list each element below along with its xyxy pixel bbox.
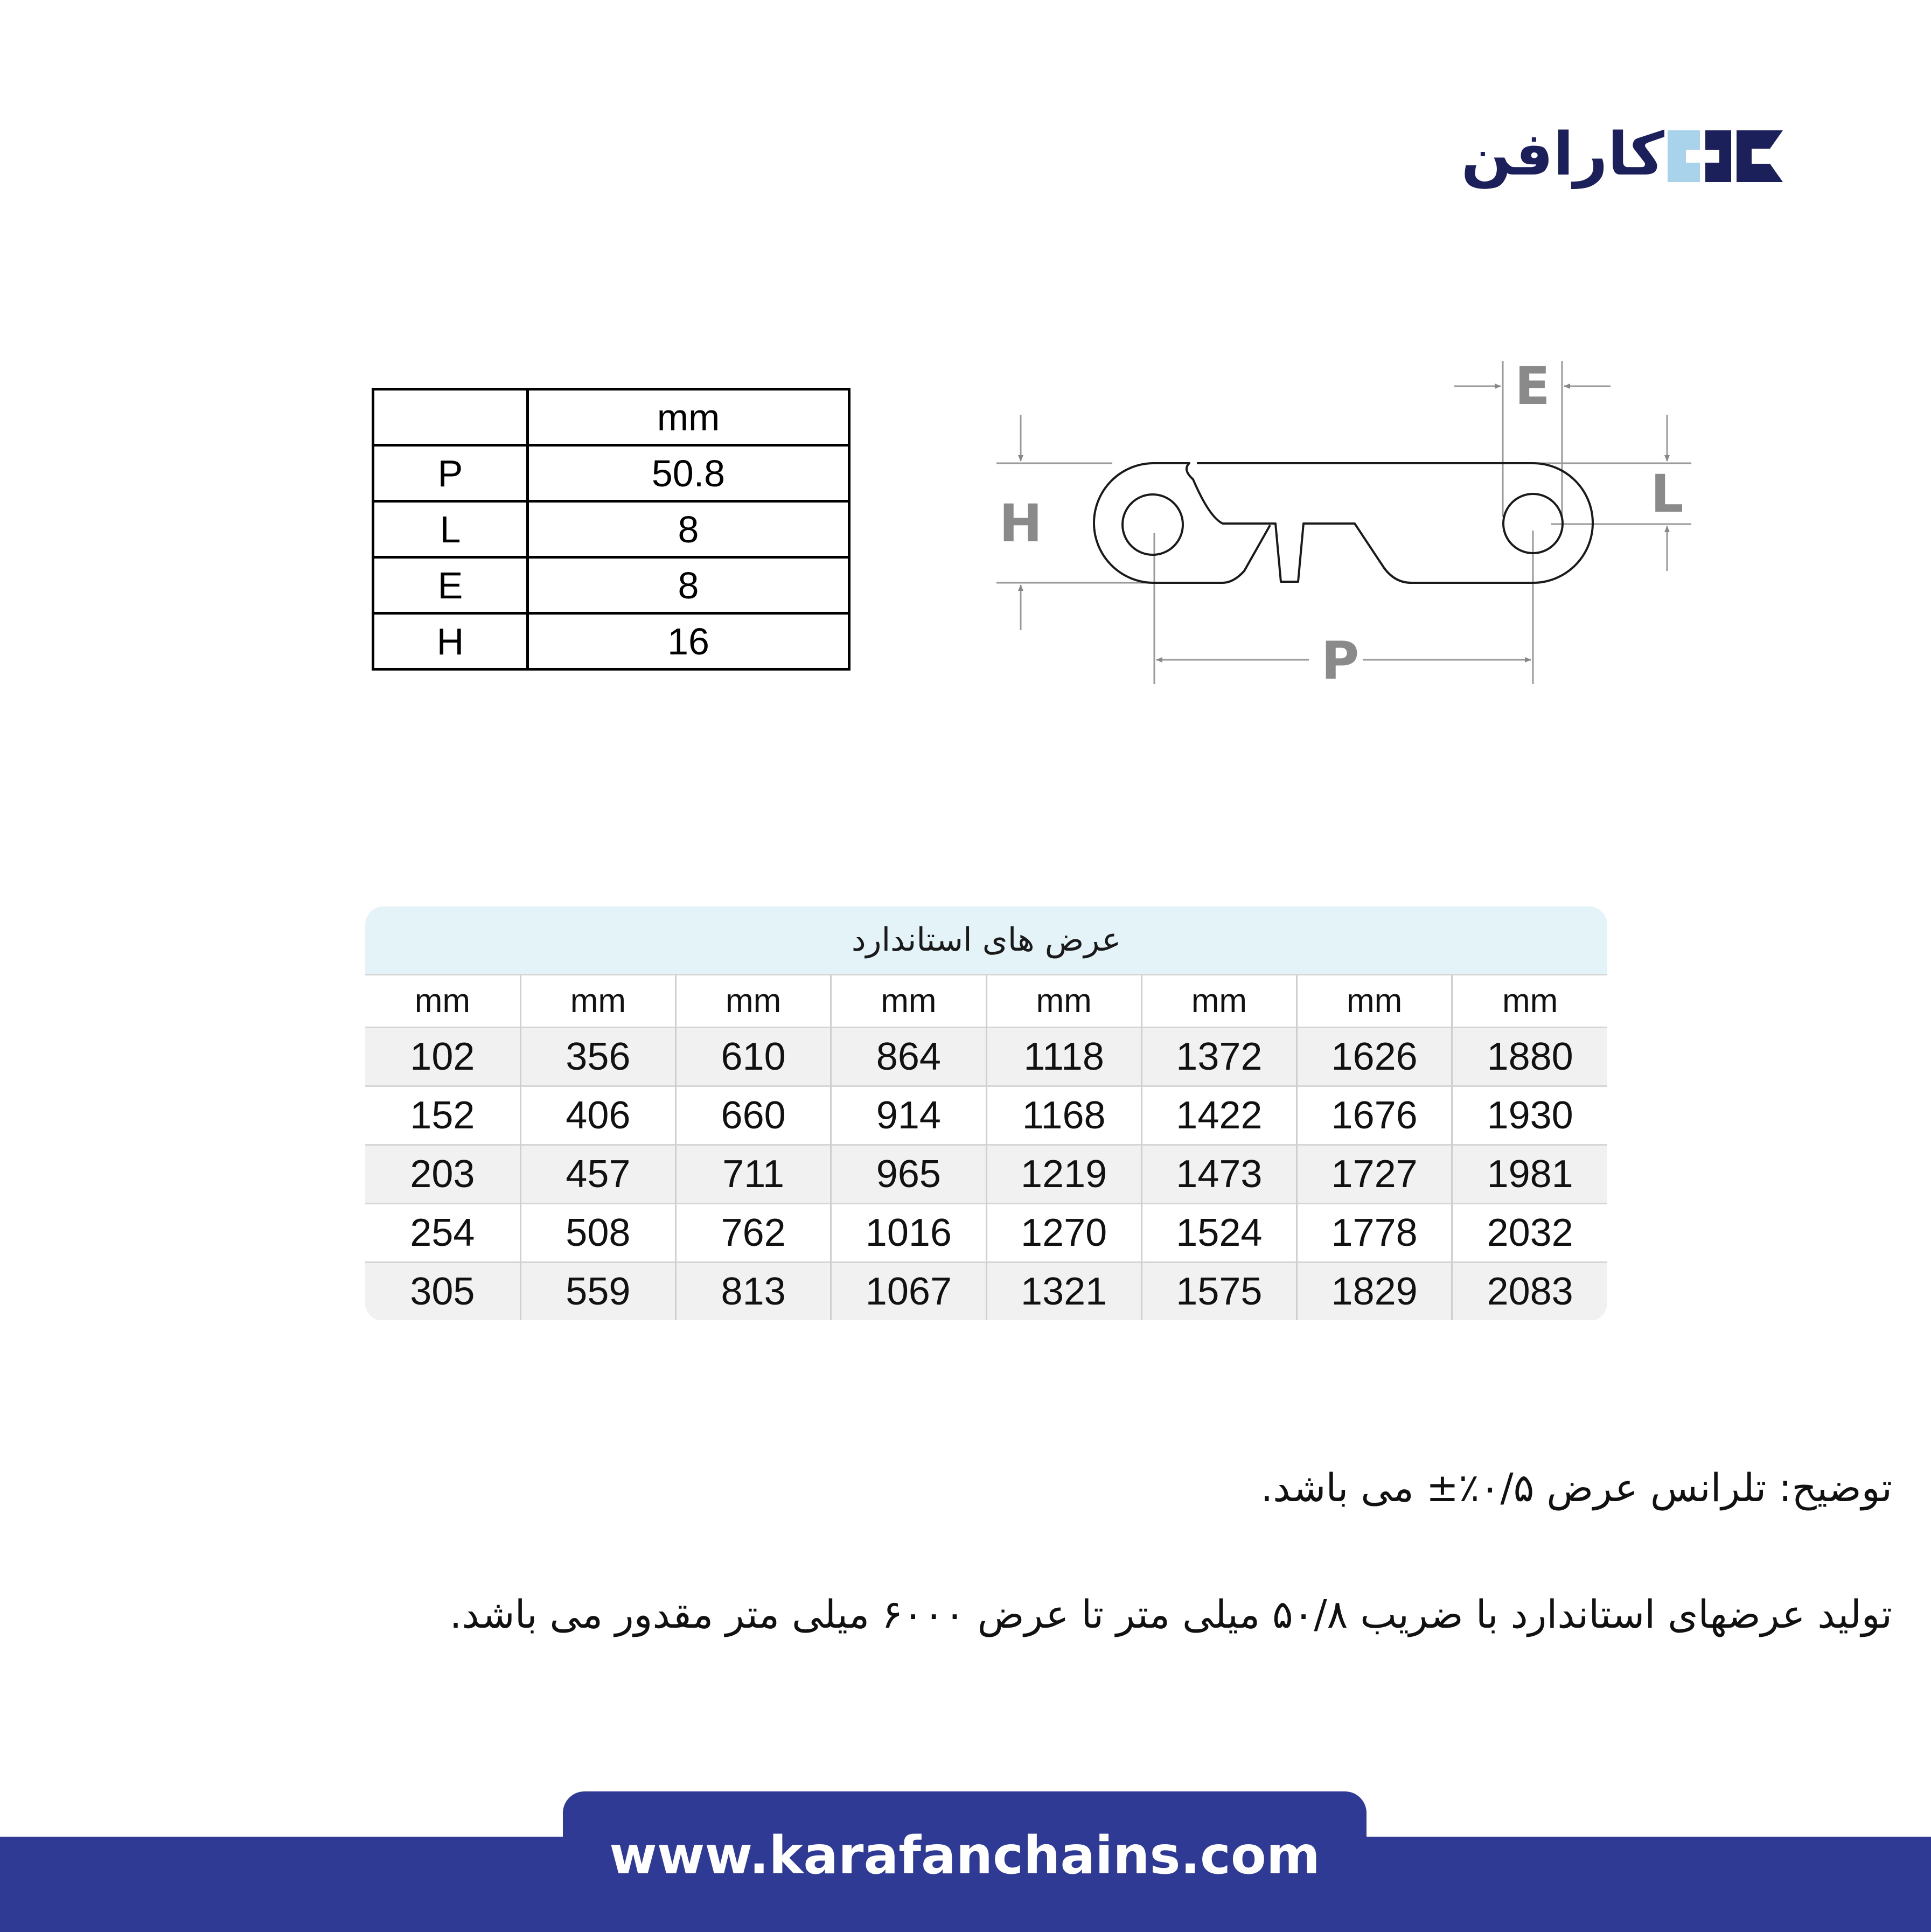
unit-cell: mm [365, 975, 520, 1028]
spec-row [373, 557, 849, 613]
brand-logo [1461, 120, 1783, 189]
dim-label-p: P [1321, 631, 1360, 691]
spec-table [372, 388, 851, 671]
width-cell: 1118 [986, 1028, 1141, 1086]
logo-mark-icon [1668, 130, 1783, 182]
width-cell: 1626 [1297, 1028, 1452, 1086]
width-cell: 457 [520, 1145, 675, 1204]
tolerance-note: توضیح: تلرانس عرض ۰/۵٪± می باشد. [1260, 1465, 1892, 1510]
width-cell: 1168 [986, 1086, 1141, 1145]
width-cell: 406 [520, 1086, 675, 1145]
spec-value: 8 [528, 501, 849, 557]
standard-widths-table [365, 906, 1607, 1321]
website-link[interactable]: www.karafanchains.com [609, 1825, 1320, 1886]
spec-param: P [373, 445, 528, 501]
width-cell: 305 [365, 1263, 520, 1321]
width-cell: 1524 [1141, 1204, 1296, 1263]
width-cell: 152 [365, 1086, 520, 1145]
width-cell: 102 [365, 1028, 520, 1086]
width-cell: 203 [365, 1145, 520, 1204]
width-cell: 508 [520, 1204, 675, 1263]
spec-param: E [373, 557, 528, 613]
chain-link-drawing [991, 350, 1707, 695]
spec-value: 50.8 [528, 445, 849, 501]
dim-label-h: H [999, 493, 1043, 554]
widths-grid [365, 974, 1607, 1320]
width-cell: 762 [676, 1204, 831, 1263]
logo-text: کارافن [1461, 120, 1664, 189]
spec-param: H [373, 613, 528, 669]
width-cell: 711 [676, 1145, 831, 1204]
width-cell: 1372 [1141, 1028, 1296, 1086]
width-cell: 864 [831, 1028, 986, 1086]
width-cell: 1930 [1452, 1086, 1607, 1145]
width-cell: 610 [676, 1028, 831, 1086]
unit-cell: mm [831, 975, 986, 1028]
table-row [365, 1145, 1607, 1204]
width-cell: 254 [365, 1204, 520, 1263]
width-cell: 914 [831, 1086, 986, 1145]
width-cell: 1981 [1452, 1145, 1607, 1204]
table-row [365, 1028, 1607, 1086]
unit-cell: mm [1297, 975, 1452, 1028]
width-cell: 1016 [831, 1204, 986, 1263]
width-cell: 356 [520, 1028, 675, 1086]
table-row [365, 1263, 1607, 1321]
unit-row [365, 975, 1607, 1028]
width-cell: 1880 [1452, 1028, 1607, 1086]
widths-table-title: عرض های استاندارد [365, 906, 1607, 974]
width-cell: 1321 [986, 1263, 1141, 1321]
spec-corner-cell [373, 389, 528, 445]
spec-value: 16 [528, 613, 849, 669]
width-cell: 2032 [1452, 1204, 1607, 1263]
unit-cell: mm [1452, 975, 1607, 1028]
width-cell: 813 [676, 1263, 831, 1321]
width-cell: 1676 [1297, 1086, 1452, 1145]
spec-header-row [373, 389, 849, 445]
spec-unit-header: mm [528, 389, 849, 445]
unit-cell: mm [676, 975, 831, 1028]
spec-row [373, 445, 849, 501]
width-cell: 2083 [1452, 1263, 1607, 1321]
table-row [365, 1086, 1607, 1145]
width-cell: 1219 [986, 1145, 1141, 1204]
spec-param: L [373, 501, 528, 557]
spec-value: 8 [528, 557, 849, 613]
width-cell: 1270 [986, 1204, 1141, 1263]
width-cell: 1727 [1297, 1145, 1452, 1204]
dim-label-e: E [1515, 356, 1550, 416]
width-cell: 559 [520, 1263, 675, 1321]
width-cell: 660 [676, 1086, 831, 1145]
production-note: تولید عرضهای استاندارد با ضریب ۵۰/۸ میلی متر تا عرض ۶۰۰۰ میلی متر مقدور می باشد. [449, 1592, 1892, 1637]
width-cell: 1829 [1297, 1263, 1452, 1321]
spec-row [373, 501, 849, 557]
spec-row [373, 613, 849, 669]
width-cell: 1575 [1141, 1263, 1296, 1321]
unit-cell: mm [1141, 975, 1296, 1028]
width-cell: 1067 [831, 1263, 986, 1321]
width-cell: 1473 [1141, 1145, 1296, 1204]
width-cell: 965 [831, 1145, 986, 1204]
width-cell: 1422 [1141, 1086, 1296, 1145]
width-cell: 1778 [1297, 1204, 1452, 1263]
dim-label-l: L [1650, 464, 1684, 524]
table-row [365, 1204, 1607, 1263]
unit-cell: mm [986, 975, 1141, 1028]
unit-cell: mm [520, 975, 675, 1028]
